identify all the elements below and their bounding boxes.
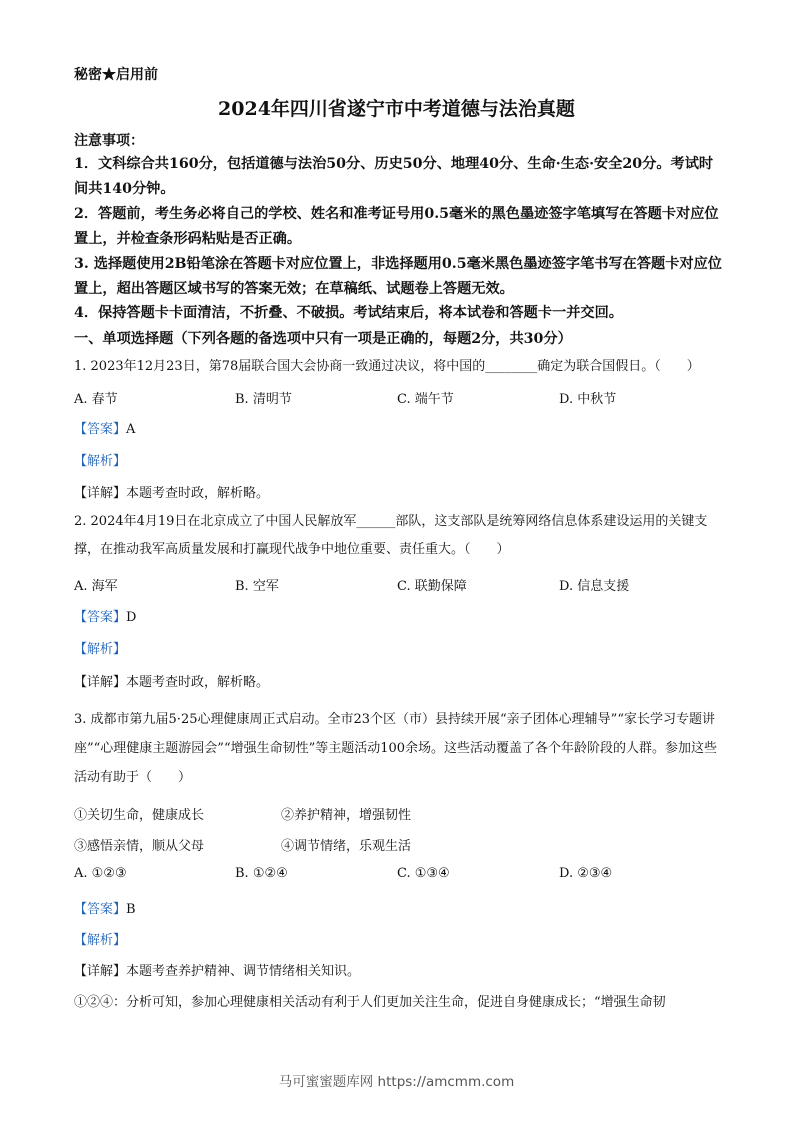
notice-item-3: 3. 选择题使用2B铅笔涂在答题卡对应位置上，非选择题用0.5毫米黑色墨迹签字笔书写在答题卡对应位置上，超出答题区域书写的答案无效；在草稿纸、试题卷上答题无效。	[74, 256, 722, 297]
option-a: A. 春节	[74, 392, 118, 407]
analysis-line	[74, 450, 126, 469]
analysis-label: 【解析】	[74, 454, 127, 469]
question-1-stem: 1. 2023年12月23日，第78届联合国大会协商一致通过决议，将中国的________确定为联合国假日。（ ）	[74, 359, 700, 374]
question-2-stem: 2. 2024年4月19日在北京成立了中国人民解放军______部队，这支部队是统筹网络信息体系建设运用的关键支撑，在推动我军高质量发展和打赢现代战争中地位重要、责任重大。（ ）	[74, 514, 708, 557]
option-b: B. 空军	[235, 579, 279, 594]
statement-4: ④调节情绪，乐观生活	[281, 839, 412, 854]
detail-label: 【详解】	[74, 675, 127, 690]
detail-text: 本题考查时政，解析略。	[126, 675, 270, 690]
answer-line	[74, 418, 135, 437]
answer-value: A	[126, 422, 136, 437]
option-a: A. 海军	[74, 579, 118, 594]
option-a: A. ①②③	[74, 866, 127, 881]
question-3-stem: 3. 成都市第九届5·25心理健康周正式启动。全市23个区（市）县持续开展“亲子团体心理辅导”“家长学习专题讲座”“心理健康主题游园会”“增强生命韧性”等主题活动100余场。这些活动覆盖了各个年龄阶段的人群。参加这些活动有助于（ ）	[74, 712, 718, 785]
statement-3: ③感悟亲情，顺从父母	[74, 839, 205, 854]
answer-line	[74, 898, 136, 917]
analysis-line	[74, 638, 126, 657]
detail-label: 【详解】	[74, 964, 127, 979]
confidential-mark: 秘密★启用前	[74, 67, 158, 83]
question-3-options	[74, 866, 724, 890]
statement-2: ②养护精神，增强韧性	[281, 808, 412, 823]
answer-label: 【答案】	[74, 422, 127, 437]
notice-item-1: 1．文科综合共160分，包括道德与法治50分、历史50分、地理40分、生命·生态·安全20分。考试时间共140分钟。	[74, 156, 714, 197]
answer-label: 【答案】	[74, 902, 127, 917]
answer-line	[74, 606, 136, 625]
question-1-options	[74, 388, 724, 412]
detail-line	[74, 960, 360, 979]
option-d: D. ②③④	[559, 866, 613, 881]
answer-label: 【答案】	[74, 610, 127, 625]
analysis-line	[74, 929, 126, 948]
answer-value: B	[126, 902, 136, 917]
option-d: D. 信息支援	[559, 579, 630, 594]
option-c: C. 端午节	[397, 392, 454, 407]
option-d: D. 中秋节	[559, 392, 617, 407]
notice-item-2: 2．答题前，考生务必将自己的学校、姓名和准考证号用0.5毫米的黑色墨迹签字笔填写在答题卡对应位置上，并检查条形码粘贴是否正确。	[74, 206, 719, 247]
section-heading: 一、单项选择题（下列各题的备选项中只有一项是正确的，每题2分，共30分）	[74, 331, 572, 347]
option-c: C. ①③④	[397, 866, 450, 881]
notice-item-4: 4．保持答题卡卡面清洁，不折叠、不破损。考试结束后，将本试卷和答题卡一并交回。	[74, 305, 623, 321]
analysis-label: 【解析】	[74, 642, 127, 657]
detail-line	[74, 482, 269, 501]
statement-1: ①关切生命，健康成长	[74, 808, 205, 823]
option-b: B. ①②④	[235, 866, 288, 881]
option-b: B. 清明节	[235, 392, 292, 407]
answer-value: D	[126, 610, 137, 625]
notice-heading: 注意事项：	[74, 133, 144, 149]
question-2-options	[74, 575, 724, 599]
detail-continuation: ①②④：分析可知，参加心理健康相关活动有利于人们更加关注生命，促进自身健康成长；“增强生命韧	[74, 995, 666, 1010]
page-title: 2024年四川省遂宁市中考道德与法治真题	[218, 98, 575, 120]
detail-label: 【详解】	[74, 486, 127, 501]
analysis-label: 【解析】	[74, 933, 127, 948]
detail-text: 本题考查养护精神、调节情绪相关知识。	[126, 964, 361, 979]
site-footer: 马可蜜蜜题库网 https://amcmm.com	[278, 1074, 515, 1090]
detail-line	[74, 671, 269, 690]
option-c: C. 联勤保障	[397, 579, 467, 594]
detail-text: 本题考查时政，解析略。	[126, 486, 270, 501]
